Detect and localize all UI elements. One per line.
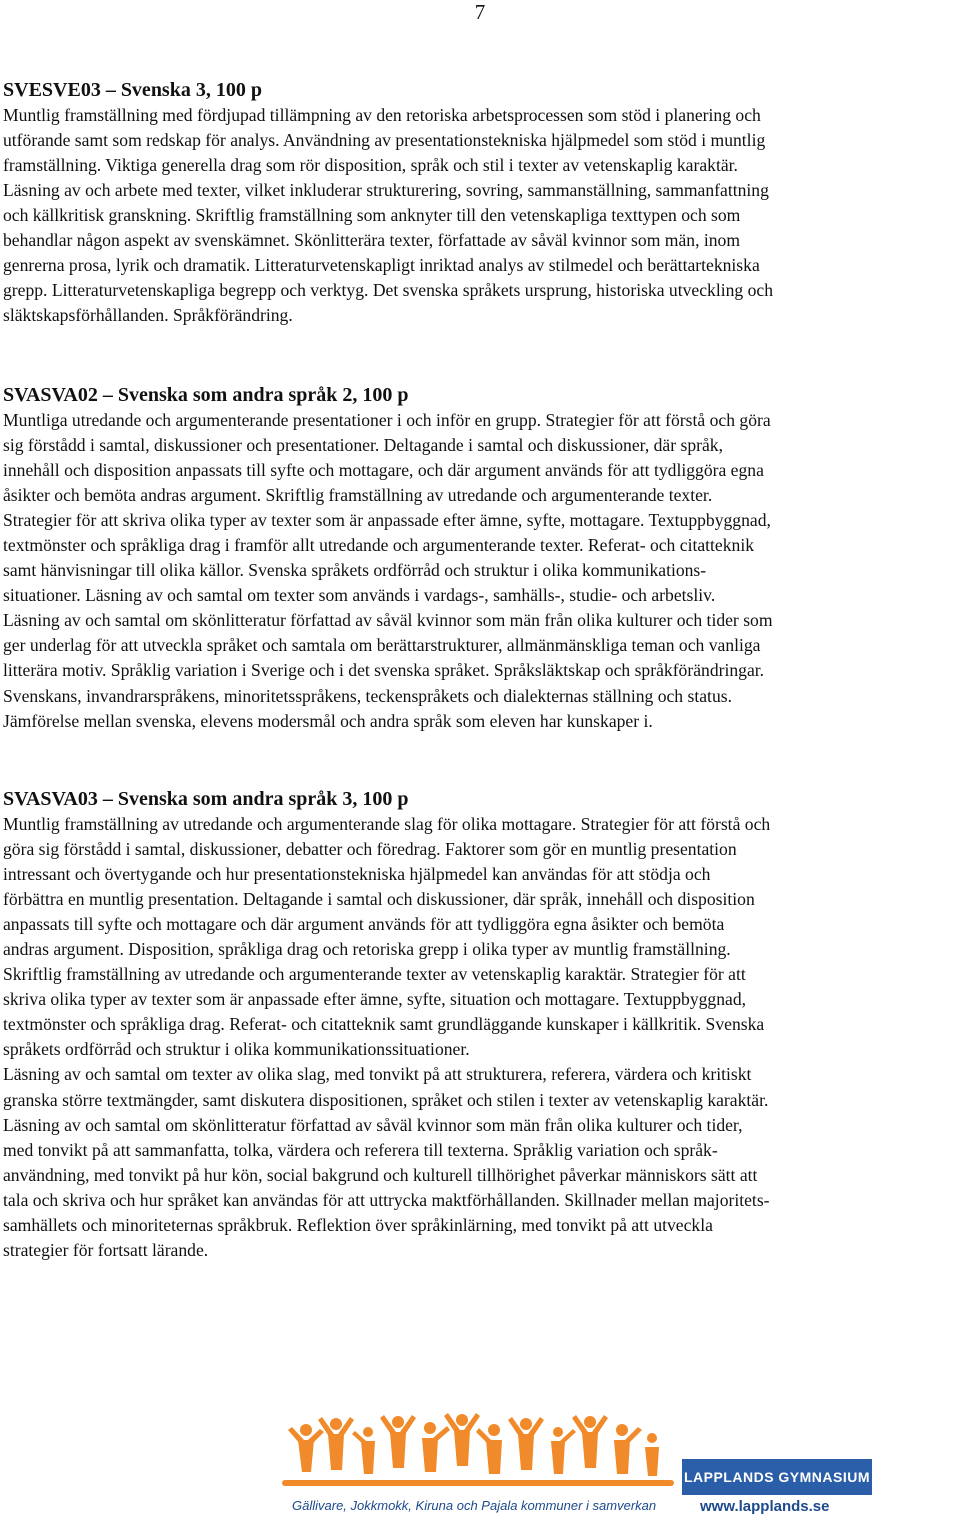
text-line: samt hänvisningar till olika källor. Svenska språkets ordförråd och struktur i olika kommunikations-	[3, 560, 707, 581]
text-line: granska större textmängder, samt diskutera dispositionen, språket och stilen i texter av vetenskaplig karaktär.	[3, 1089, 769, 1110]
text-line: samhällets och minoriteternas språkbruk. Reflektion över språkinlärning, med tonvikt på att utveckla	[3, 1214, 713, 1235]
text-line: litterära motiv. Språklig variation i Sverige och i det svenska språket. Språksläktskap och språkförändringar.	[3, 660, 765, 681]
text-line: tala och skriva och hur språket kan användas för att uttrycka maktförhållanden. Skillnader mellan majoritets-	[3, 1189, 770, 1210]
course-description	[3, 408, 958, 734]
text-line: textmönster och språkliga drag. Referat- och citatteknik samt grundläggande kunskaper i källkritik. Svenska	[3, 1014, 765, 1035]
text-line: Muntliga utredande och argumenterande presentationer i och inför en grupp. Strategier för att förstå och göra	[3, 410, 771, 430]
text-line: och källkritisk granskning. Skriftlig framställning som anknyter till den vetenskapliga texttypen och som	[3, 205, 741, 226]
brand-logo: LAPPLANDS GYMNASIUM	[682, 1459, 872, 1495]
website-link[interactable]: www.lapplands.se	[700, 1498, 830, 1515]
text-line: sig förstådd i samtal, diskussioner och presentationer. Deltagande i samtal och diskussioner, där språk,	[3, 435, 723, 456]
text-line: Jämförelse mellan svenska, elevens modersmål och andra språk som eleven har kunskaper i.	[3, 710, 653, 731]
text-line: Läsning av och samtal om texter av olika slag, med tonvikt på att strukturera, referera, värdera och kritiskt	[3, 1064, 752, 1085]
footer-banner	[0, 1410, 960, 1524]
text-line: Skriftlig framställning av utredande och argumenterande texter av vetenskaplig karaktär. Strategier för att	[3, 964, 746, 985]
text-line: Läsning av och samtal om skönlitteratur författad av såväl kvinnor som män från olika kulturer och tider som	[3, 610, 773, 631]
text-line: Läsning av och arbete med texter, vilket inkluderar strukturering, sovring, sammanställning, sammanfattning	[3, 180, 769, 201]
course-section-svasva03	[3, 787, 958, 1263]
text-line: innehåll och disposition anpassats till syfte och mottagare, och där argument används för att tydliggöra egna	[3, 460, 764, 481]
text-line: Läsning av och samtal om skönlitteratur författad av såväl kvinnor som män från olika kulturer och tider,	[3, 1114, 743, 1135]
text-line: användning, med tonvikt på hur kön, social bakgrund och kulturell tillhörighet påverkar människors sätt att	[3, 1164, 758, 1185]
page-number: 7	[474, 0, 486, 24]
text-line: framställning. Viktiga generella drag som rör disposition, språk och stil i texter av vetenskaplig karaktär.	[3, 155, 738, 176]
text-line: textmönster och språkliga drag i framför allt utredande och argumenterande texter. Referat- och citatteknik	[3, 535, 755, 556]
text-line: intressant och övertygande och hur presentationstekniska hjälpmedel kan användas för att stödja och	[3, 864, 711, 885]
course-title: SVASVA02 – Svenska som andra språk 2, 100 p	[3, 384, 409, 406]
text-line: göra sig förstådd i samtal, diskussioner, debatter och föredrag. Faktorer som gör en muntlig presentation	[3, 839, 737, 860]
course-title: SVESVE03 – Svenska 3, 100 p	[3, 79, 262, 101]
text-line: andras argument. Disposition, språkliga drag och retoriska grepp i olika typer av muntlig framställning.	[3, 939, 731, 960]
text-line: Muntlig framställning med fördjupad tillämpning av den retoriska arbetsprocessen som stöd i planering och	[3, 105, 761, 125]
text-line: genrerna prosa, lyrik och dramatik. Litteraturvetenskapligt inriktad analys av stilmedel och berättartekniska	[3, 255, 760, 276]
text-line: Svenskans, invandrarspråkens, minoritetsspråkens, teckenspråkets och dialekternas ställning och status.	[3, 685, 732, 706]
course-section-svasva02	[3, 383, 958, 734]
text-line: språkets ordförråd och struktur i olika kommunikationssituationer.	[3, 1039, 470, 1060]
text-line: situationer. Läsning av och samtal om texter som används i vardags-, samhälls-, studie- och arbetsliv.	[3, 585, 716, 606]
course-title: SVASVA03 – Svenska som andra språk 3, 100 p	[3, 788, 409, 810]
course-description	[3, 812, 958, 1263]
text-line: utförande samt som redskap för analys. Användning av presentationstekniska hjälpmedel som stöd i muntlig	[3, 130, 766, 151]
footer-caption: Gällivare, Jokkmokk, Kiruna och Pajala kommuner i samverkan	[292, 1498, 657, 1513]
course-description	[3, 103, 958, 328]
text-line: skriva olika typer av texter som är anpassade efter ämne, syfte, situation och mottagare. Textuppbyggnad,	[3, 989, 747, 1010]
text-line: förbättra en muntlig presentation. Deltagande i samtal och diskussioner, där språk, innehåll och disposition	[3, 889, 755, 910]
text-line: Strategier för att skriva olika typer av texter som är anpassade efter ämne, syfte, mottagare. Textuppbyggnad,	[3, 510, 771, 531]
text-line: behandlar någon aspekt av svenskämnet. Skönlitterära texter, författade av såväl kvinnor som män, inom	[3, 230, 741, 251]
text-line: släktskapsförhållanden. Språkförändring.	[3, 305, 293, 326]
text-line: strategier för fortsatt lärande.	[3, 1239, 209, 1260]
text-line: anpassats till syfte och mottagare och där argument används för att tydliggöra egna åsikter och bemöta	[3, 914, 725, 935]
text-line: åsikter och bemöta andras argument. Skriftlig framställning av utredande och argumenterande texter.	[3, 485, 713, 506]
text-line: med tonvikt på att sammanfatta, tolka, värdera och referera till texterna. Språklig variation och språk-	[3, 1139, 718, 1160]
text-line: ger underlag för att utveckla språket och samtala om berättarstrukturer, allmänmänskliga teman och vanliga	[3, 635, 761, 656]
text-line: grepp. Litteraturvetenskapliga begrepp och verktyg. Det svenska språkets ursprung, historiska utveckling och	[3, 280, 774, 301]
text-line: Muntlig framställning av utredande och argumenterande slag för olika mottagare. Strategier för att förstå och	[3, 814, 771, 834]
course-section-svesve03	[3, 78, 958, 328]
